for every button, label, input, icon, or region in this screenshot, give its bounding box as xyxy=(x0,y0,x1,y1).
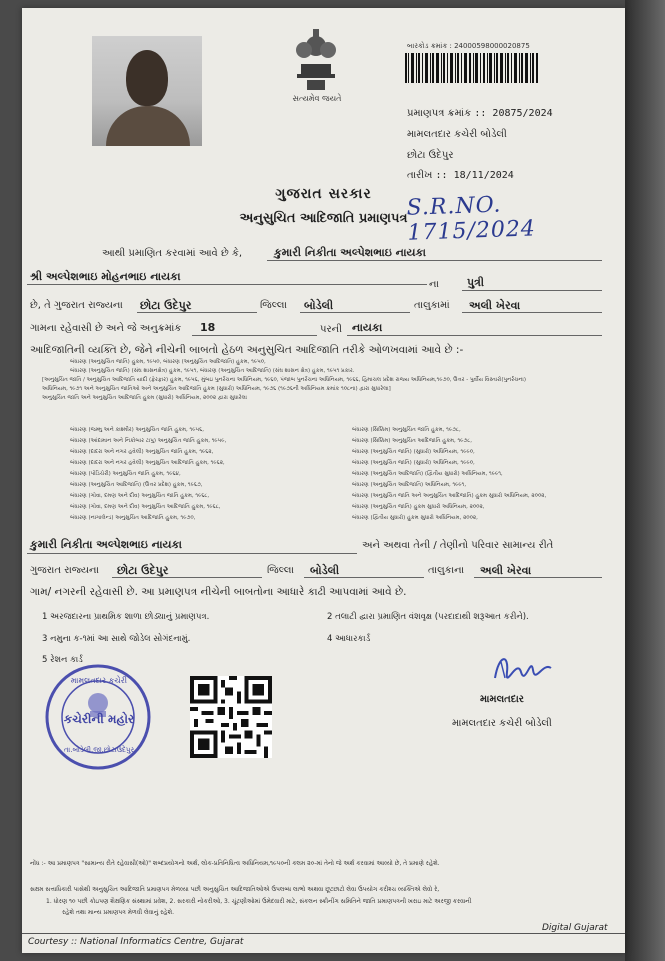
order-line: બંધારણ (સિક્કિમ) અનુસુચિત જાતિ હુકમ, ૧૯૭૮, xyxy=(352,427,461,433)
signatory-office: મામલતદાર કચેરી બોડેલી xyxy=(452,718,552,729)
document-item: 1 અરજદારના પ્રાથમિક શાળા છોડ્યાનું પ્રમાણપત્ર. xyxy=(42,612,210,622)
footer-note: નોંધ :- આ પ્રમાણપત્ર "સામાન્ય રીતે રહેવાસી(ઓ)" શબ્દપ્રયોગનો અર્થ, લોક-પ્રતિનિધિત્વ અધિનિયમ,૧૯૫૦ની કલમ ૨૦-માં તેનો જે અર્થ કરવામાં આવ્યો છે, તે પ્રમાણે રહેશે. xyxy=(30,860,440,867)
relation: પુત્રી xyxy=(467,276,485,289)
order-line: બંધારણ (પોંડિચેરી) અનુસુચિત જાતિ હુકમ, ૧૯૬૪, xyxy=(70,471,181,477)
relation-underline xyxy=(462,290,602,291)
seal-text-top: મામલતદાર કચેરી xyxy=(70,676,128,685)
qr-code xyxy=(190,676,272,758)
footer-usage-3: રહેશે તથા માન્ય પ્રમાણપત્ર મેળવી લેવાનું રહેશે. xyxy=(62,909,175,916)
order-line: બંધારણ (આંદામાન અને નિકોબાર ટાપુ) અનુસુચિત જાતિ હુકમ, ૧૯૫૯, xyxy=(70,438,227,444)
applicant-photo xyxy=(92,36,202,146)
applicant-name: કુમારી નિકીતા અલ્પેશભાઇ નાયકા xyxy=(274,246,427,259)
father-name: શ્રી અલ્પેશભાઇ મોહનભાઇ નાયકા xyxy=(30,270,181,283)
order-line: બંધારણ (અનુસુચિત જાતિ) હુકમ સુધારો અધિનિયમ, ૨૦૦૨, xyxy=(352,504,485,510)
order-line: બંધારણ (અનુસુચિત જાતિ) (સુધારો) અધિનિયમ, ૧૯૯૦, xyxy=(352,460,475,466)
order-line: બંધારણ (જમ્મુ અને કાશ્મીર) અનુસુચિત જાતિ હુકમ, ૧૯૫૬, xyxy=(70,427,204,433)
certificate-sheet xyxy=(22,8,625,953)
taluka-2-underline xyxy=(304,577,424,578)
order-line: બંધારણ (અનુસુચિત જાતિ) (સંઘ શાસનક્ષેત્ર) હુકમ, ૧૯૫૧, બંધારણ (અનુસુચિત આદિજાતિ) (સંઘ શાસન ક્ષેત્ર) હુકમ, ૧૯૫૧ પ્રકાર. xyxy=(70,368,355,374)
order-line: બંધારણ (દાદરા અને નગર હવેલી) અનુસુચિત જાતિ હુકમ, ૧૯૬૨, xyxy=(70,449,214,455)
date-row xyxy=(407,170,514,181)
name-underline xyxy=(267,260,602,261)
serial-number: 18 xyxy=(200,321,216,334)
village-value-2: અલી ખેરવા xyxy=(480,564,532,577)
order-line: બંધારણ (દાદરા અને નગર હવેલી) અનુસુચિત આદિજાતિ હુકમ, ૧૯૬૨, xyxy=(70,460,225,466)
government-heading: ગુજરાત સરકાર xyxy=(275,186,372,202)
orders-right-list xyxy=(352,428,617,527)
certify-prefix: આથી પ્રમાણિત કરવામાં આવે છે કે, xyxy=(102,248,243,259)
seal-text-bottom: તા.બોડેલી,જી.છોટાઉદેપુર xyxy=(63,746,135,754)
emblem-caption: સત્યમેવ જયતે xyxy=(292,94,342,103)
order-line: બંધારણ (અનુસુચિત જાતિ) હુકમ, ૧૯૫૦, બંધારણ (અનુસુચિત આદિજાતિ) હુકમ, ૧૯૫૦, xyxy=(70,359,266,365)
tribe-underline xyxy=(347,335,602,336)
order-line: [અનુસુચિત જાતિ / અનુસુચિત આદિજાતિ યાદી (ફેરફાર) હુકમ, ૧૯૫૬, મુંબઇ પુનર્રચના અધિનિયમ, ૧૯૬૦, પંજાબ પુનર્રચના અધિનિયમ, ૧૯૬૬, હિમાચલ પ્રદેશ રાજ્ય અધિનિયમ,૧૯૭૦, ઉત્તર - પુર્વીય વિસ્તારો(પુનર્રચના) xyxy=(42,377,527,383)
barcode xyxy=(405,53,538,83)
village-value: અલી ખેરવા xyxy=(469,299,521,312)
cert-number: :: 20875/2024 xyxy=(474,108,553,119)
taluka-label: તાલુકામાં xyxy=(414,300,450,311)
order-line: બંધારણ (અનુસુચિત આદિજાતિ) અધિનિયમ, ૧૯૯૧, xyxy=(352,482,467,488)
resident-prefix: ગામના રહેવાસી છે અને જે અનુક્રમાંક xyxy=(30,323,182,334)
district-label: જિલ્લા xyxy=(260,300,287,311)
office-line: મામલતદાર કચેરી બોડેલી xyxy=(407,129,507,140)
orders-left-list xyxy=(70,428,330,527)
taluka-underline xyxy=(300,312,410,313)
seal-text-center: કચેરીની મહોર xyxy=(63,712,135,726)
order-line: બંધારણ (નાગાલેન્ડ) અનુસુચિત આદિજાતિ હુકમ, ૧૯૭૦, xyxy=(70,515,196,521)
tribe-statement: આદિજાતિની વ્યક્તિ છે, જેને નીચેની બાબતો હેઠળ અનુસુચિત આદિજાતિ તરીકે ઓળખવામાં આવે છે :- xyxy=(30,344,464,356)
tribe-name: નાયકા xyxy=(352,321,383,334)
family-suffix: અને અથવા તેની / તેણીનો પરિવાર સામાન્ય રીતે xyxy=(362,540,554,551)
order-line: અધિનિયમ, ૧૯૭૧ અને અનુસુચિત જાતિઓ અને અનુસુચિત આદિજાતિ હુકમ (સુધારો) અધિનિયમ, ૧૯૭૬ (૧૯૭૬ની અધિનિયમ ક્રમાંક ૧૦૮ના) દ્વારા સુધારેલા] xyxy=(42,386,391,392)
order-line: બંધારણ (અનુસુચિત જાતિ) (સુધારો) અધિનિયમ, ૧૯૯૦, xyxy=(352,449,475,455)
state-prefix-2: ગુજરાત રાજ્યના xyxy=(30,565,99,576)
date-label: તારીખ xyxy=(407,170,433,181)
cert-number-row xyxy=(407,108,553,119)
national-emblem-icon xyxy=(287,24,345,94)
taluka-district-2: બોડેલી xyxy=(310,564,340,577)
digital-gujarat-label: Digital Gujarat xyxy=(542,923,608,933)
state-prefix: છે, તે ગુજરાત રાજ્યના xyxy=(30,300,123,311)
certificate-title: અનુસુચિત આદિજાતિ પ્રમાણપત્ર xyxy=(239,211,408,226)
order-line: બંધારણ (ગોવા, દમણ અને દીવ) અનુસુચિત આદિજાતિ હુકમ, ૧૯૬૮, xyxy=(70,504,221,510)
father-underline xyxy=(27,284,427,285)
footer-usage-2: 1. ધોરણ ૧૦ પછી કોઇપણ શૈક્ષણિક સંસ્થામાં પ્રવેશ, 2. સરકારી નોકરીઓ, 3. ચૂંટણીઓમાં ઉમેદવારી માટે, સંકલન સ્ક્રીનીંગ સમિતિને જાતિ પ્રમાણપત્રની ખરાઇ માટે અરજી કરવાની xyxy=(46,898,472,905)
serial-suffix: પરની xyxy=(320,324,342,335)
district-underline xyxy=(137,312,257,313)
serial-underline xyxy=(192,335,317,336)
document-item: 4 આધારકાર્ડ xyxy=(327,634,371,644)
village-underline xyxy=(462,312,602,313)
applicant-name-repeat: કુમારી નિકીતા અલ્પેશભાઇ નાયકા xyxy=(30,538,183,551)
cert-number-label: પ્રમાણપત્ર ક્રમાંક xyxy=(407,108,472,119)
resident-statement: ગામ/ નગરની રહેવાસી છે. આ પ્રમાણપત્ર નીચેની બાબતોના આધારે કાઢી આપવામાં આવે છે. xyxy=(30,586,407,598)
signature xyxy=(487,648,557,688)
order-line: બંધારણ (દ્વિતીય સુધારો) હુકમ સુધારો અધિનિયમ, ૨૦૦૨, xyxy=(352,515,478,521)
village-2-underline xyxy=(474,577,602,578)
order-line: બંધારણ (અનુસુચિત આદિજાતિ) (દ્વિતીય સુધારો) અધિનિયમ, ૧૯૯૧, xyxy=(352,471,503,477)
district-line: છોટા ઉદેપુર xyxy=(407,150,454,161)
district-value-2: છોટા ઉદેપુર xyxy=(117,564,169,577)
document-item: 2 તલાટી દ્વારા પ્રમાણિત વંશવૃક્ષ (પરદાદાથી શરૂઆત કરીને). xyxy=(327,612,529,622)
order-line: બંધારણ (અનુસુચિત આદિજાતિ) (ઉત્તર પ્રદેશ) હુકમ, ૧૯૬૭, xyxy=(70,482,203,488)
name-repeat-underline xyxy=(27,553,357,554)
order-line: બંધારણ (અનુસુચિત જાતિ અને અનુસુચિત આદિજાતિ) હુકમ સુધારો અધિનિયમ, ૨૦૦૨, xyxy=(352,493,547,499)
issue-date: :: 18/11/2024 xyxy=(435,170,514,181)
handwritten-sr-number: S.R.NO. 1715/2024 xyxy=(406,192,537,246)
district-label-2: જિલ્લા xyxy=(267,565,294,576)
district-2-underline xyxy=(112,577,262,578)
background-edge xyxy=(625,0,665,961)
barcode-label: બારકોડ ક્રમાંક : 24000598000020875 xyxy=(407,42,530,50)
relation-suffix: ના xyxy=(429,279,439,290)
orders-full-list xyxy=(42,359,620,405)
taluka-label-2: તાલુકાના xyxy=(428,565,465,576)
courtesy-text: Courtesy :: National Informatics Centre, Gujarat xyxy=(28,937,244,947)
signatory-designation: મામલતદાર xyxy=(480,694,524,705)
order-line: બંધારણ (ગોવા, દમણ અને દીવ) અનુસુચિત જાતિ હુકમ, ૧૯૬૮, xyxy=(70,493,210,499)
taluka-district: બોડેલી xyxy=(304,299,334,312)
footer-usage-1: સક્ષમ સત્તાધિકારી પાસેથી અનુસુચિત આદિજાતિ પ્રમાણપત્ર મેળવ્યા પછી અનુસુચિત આદિજાતિઓએ ઉપલબ્ધ લાભો અથવા છૂટછાટો લેવા ઉપયોગ કરીશ્ચ વ્યક્તિએ લેવો રે, xyxy=(30,886,440,893)
order-line: બંધારણ (સિક્કિમ) અનુસુચિત આદિજાતિ હુકમ, ૧૯૭૮, xyxy=(352,438,473,444)
district-value: છોટા ઉદેપુર xyxy=(140,299,192,312)
order-line: અનુસુચિત જાતિ અને અનુસુચિત આદિજાતિ હુકમ (સુધારો) અધિનિયમ, ૨૦૦૨ દ્વારા સુધારેલા xyxy=(42,395,248,401)
document-item: 3 નમુના ક-૧માં આ સાથે જોડેલ સોગંદનામું. xyxy=(42,634,191,644)
document-item: 5 રેશન કાર્ડ xyxy=(42,655,83,665)
